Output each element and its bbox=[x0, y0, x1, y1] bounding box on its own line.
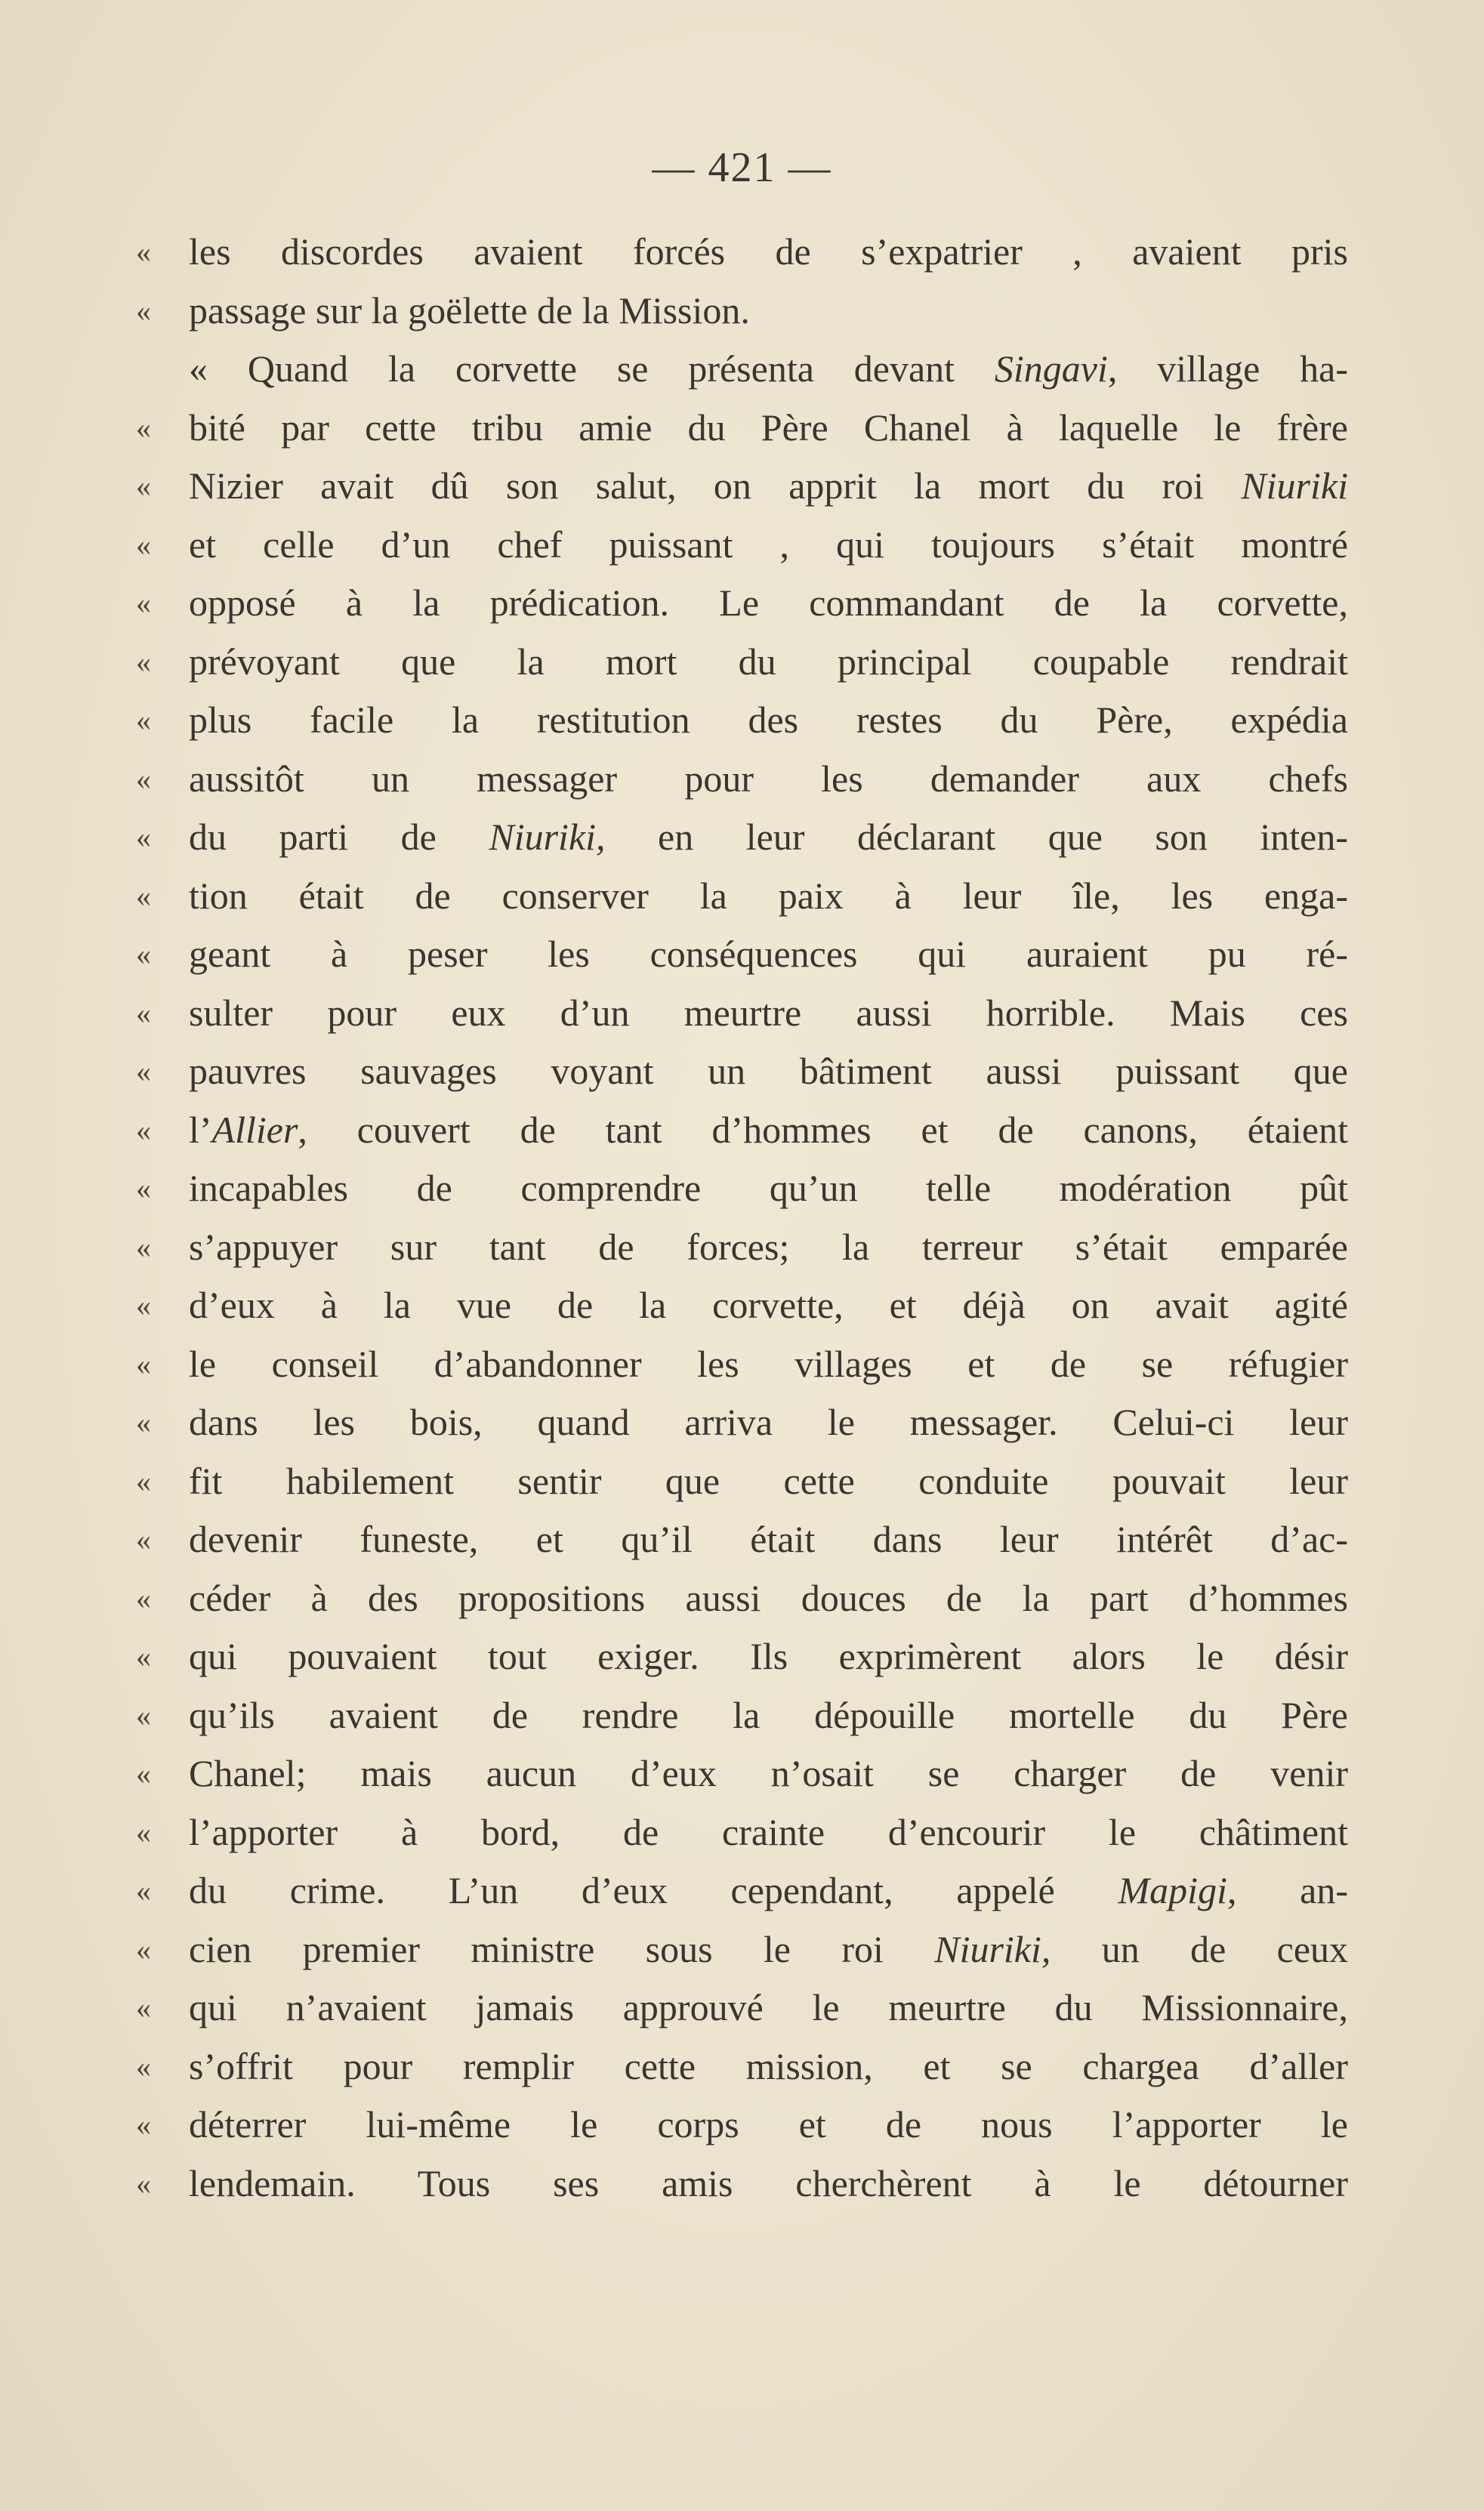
text-line bbox=[136, 2037, 1348, 2096]
line-text bbox=[189, 1159, 1348, 1218]
text-run: opposé à la prédication. Le commandant de la corvette, bbox=[189, 581, 1348, 624]
text-line bbox=[136, 691, 1348, 750]
quote-mark: « bbox=[136, 1054, 151, 1088]
line-text bbox=[189, 1920, 1348, 1979]
text-run: , an- bbox=[1226, 1869, 1348, 1911]
quote-mark: « bbox=[136, 293, 151, 328]
text-line bbox=[136, 1803, 1348, 1862]
text-run: devenir funeste, et qu’il était dans leur intérêt d’ac- bbox=[189, 1518, 1348, 1560]
text-run: pauvres sauvages voyant un bâtiment aussi puissant que bbox=[189, 1050, 1348, 1092]
line-text bbox=[189, 340, 1348, 399]
page-number: — 421 — bbox=[652, 144, 832, 191]
text-line bbox=[136, 984, 1348, 1043]
text-run: lendemain. Tous ses amis cherchèrent à le détourner bbox=[189, 2161, 1348, 2204]
quote-mark: « bbox=[136, 1874, 151, 1908]
italic-name: Allier bbox=[211, 1108, 298, 1151]
line-text bbox=[189, 1393, 1348, 1452]
line-text bbox=[189, 984, 1348, 1043]
line-text bbox=[189, 1276, 1348, 1335]
text-line bbox=[136, 750, 1348, 809]
quote-mark: « bbox=[136, 1288, 151, 1322]
quote-mark: « bbox=[136, 761, 151, 796]
line-text bbox=[189, 633, 1348, 692]
text-line bbox=[136, 1101, 1348, 1160]
text-line bbox=[136, 516, 1348, 575]
quote-mark: « bbox=[136, 1757, 151, 1791]
quote-mark: « bbox=[136, 527, 151, 562]
quote-mark: « bbox=[136, 1932, 151, 1967]
text-line bbox=[136, 1920, 1349, 1979]
quote-mark: « bbox=[136, 703, 151, 737]
line-text bbox=[189, 1335, 1348, 1394]
text-run: prévoyant que la mort du principal coupable rendrait bbox=[189, 640, 1348, 683]
line-text bbox=[189, 1627, 1348, 1686]
text-line bbox=[136, 574, 1348, 633]
text-line bbox=[136, 1510, 1348, 1569]
quote-mark: « bbox=[136, 586, 151, 620]
text-line bbox=[136, 1393, 1348, 1452]
text-run: du parti de bbox=[189, 816, 489, 858]
text-line bbox=[136, 399, 1348, 458]
quote-mark: « bbox=[136, 1171, 151, 1205]
line-text bbox=[189, 2155, 1348, 2213]
quote-mark: « bbox=[136, 1464, 151, 1498]
text-run: Nizier avait dû son salut, on apprit la mort du roi bbox=[189, 464, 1242, 507]
text-line bbox=[136, 1627, 1348, 1686]
text-run: déterrer lui-même le corps et de nous l’apporter le bbox=[189, 2103, 1348, 2145]
quote-mark: « bbox=[136, 1815, 151, 1849]
text-run: et celle d’un chef puissant , qui toujours s’était montré bbox=[189, 523, 1348, 566]
line-text bbox=[189, 282, 1348, 341]
text-run: les discordes avaient forcés de s’expatrier , avaient pris bbox=[189, 230, 1348, 273]
text-run: plus facile la restitution des restes du Père, expédia bbox=[189, 699, 1348, 741]
line-text bbox=[189, 223, 1348, 282]
quote-mark: « bbox=[136, 644, 151, 679]
text-run: geant à peser les conséquences qui auraient pu ré- bbox=[189, 933, 1348, 975]
text-line bbox=[136, 1569, 1348, 1628]
line-text bbox=[189, 1686, 1348, 1745]
text-line bbox=[136, 2155, 1348, 2213]
text-line bbox=[136, 1335, 1348, 1394]
text-line bbox=[136, 1042, 1348, 1101]
text-line bbox=[136, 867, 1348, 926]
line-text bbox=[189, 1979, 1348, 2037]
text-run: qu’ils avaient de rendre la dépouille mortelle du Père bbox=[189, 1693, 1348, 1736]
text-run: s’appuyer sur tant de forces; la terreur s’était emparée bbox=[189, 1225, 1348, 1268]
line-text bbox=[189, 691, 1348, 750]
text-run: tion était de conserver la paix à leur île, les enga- bbox=[189, 874, 1348, 917]
text-run: Chanel; mais aucun d’eux n’osait se charger de venir bbox=[189, 1752, 1348, 1794]
text-run: l’apporter à bord, de crainte d’encourir le châtiment bbox=[189, 1810, 1348, 1853]
italic-name: Niuriki, bbox=[489, 816, 606, 858]
line-text bbox=[189, 516, 1348, 575]
quote-mark: « bbox=[136, 1347, 151, 1381]
line-text bbox=[189, 2037, 1348, 2096]
text-line bbox=[136, 457, 1348, 516]
text-block bbox=[136, 223, 1349, 2213]
text-run: fit habilement sentir que cette conduite pouvait leur bbox=[189, 1459, 1348, 1502]
line-text bbox=[189, 2096, 1348, 2155]
quote-mark: « bbox=[136, 2166, 151, 2201]
quote-mark: « bbox=[136, 1991, 151, 2025]
text-run: qui pouvaient tout exiger. Ils exprimèrent alors le désir bbox=[189, 1635, 1348, 1677]
line-text bbox=[189, 750, 1348, 809]
text-line bbox=[136, 925, 1348, 984]
text-run: , village ha- bbox=[1107, 347, 1348, 390]
text-line bbox=[136, 1862, 1348, 1920]
line-text bbox=[189, 1101, 1348, 1160]
line-text bbox=[189, 399, 1348, 458]
line-text bbox=[189, 867, 1348, 926]
quote-mark: « bbox=[136, 1112, 151, 1147]
line-text bbox=[189, 1569, 1348, 1628]
line-text bbox=[189, 1218, 1348, 1277]
quote-mark: « bbox=[136, 235, 151, 269]
text-run: aussitôt un messager pour les demander aux chefs bbox=[189, 757, 1348, 800]
line-text bbox=[189, 574, 1348, 633]
text-line bbox=[136, 340, 1348, 399]
text-run: s’offrit pour remplir cette mission, et se chargea d’aller bbox=[189, 2044, 1348, 2087]
text-run: en leur déclarant que son inten- bbox=[605, 816, 1349, 858]
line-text bbox=[189, 1862, 1348, 1920]
quote-mark: « bbox=[136, 995, 151, 1030]
quote-mark: « bbox=[136, 1405, 151, 1439]
quote-mark: « bbox=[136, 1581, 151, 1615]
line-text bbox=[189, 1510, 1348, 1569]
text-line bbox=[136, 223, 1348, 282]
text-line bbox=[136, 1218, 1348, 1277]
quote-mark: « bbox=[136, 1229, 151, 1264]
text-run: cien premier ministre sous le roi bbox=[189, 1927, 935, 1970]
line-text bbox=[189, 1803, 1348, 1862]
text-line bbox=[136, 282, 1223, 341]
line-text bbox=[189, 1042, 1348, 1101]
text-line bbox=[136, 1452, 1348, 1511]
quote-mark: « bbox=[136, 1522, 151, 1556]
text-run: l’ bbox=[189, 1108, 212, 1151]
italic-name: Singavi bbox=[994, 347, 1108, 390]
text-run: « Quand la corvette se présenta devant bbox=[189, 347, 995, 390]
text-run: du crime. L’un d’eux cependant, appelé bbox=[189, 1869, 1118, 1911]
text-run: bité par cette tribu amie du Père Chanel à laquelle le frère bbox=[189, 406, 1348, 449]
text-run: un de ceux bbox=[1051, 1927, 1349, 1970]
quote-mark: « bbox=[136, 878, 151, 913]
text-line bbox=[136, 1979, 1348, 2037]
line-text bbox=[189, 808, 1348, 867]
text-run: passage sur la goëlette de la Mission. bbox=[189, 288, 750, 332]
quote-mark: « bbox=[136, 1698, 151, 1732]
text-line bbox=[136, 1276, 1348, 1335]
text-run: dans les bois, quand arriva le messager. Celui-ci leur bbox=[189, 1401, 1348, 1443]
italic-name: Mapigi bbox=[1118, 1869, 1227, 1911]
line-text bbox=[189, 457, 1348, 516]
line-text bbox=[189, 1452, 1348, 1511]
quote-mark: « bbox=[136, 937, 151, 971]
text-line bbox=[136, 1159, 1348, 1218]
quote-mark: « bbox=[136, 820, 151, 854]
text-run: le conseil d’abandonner les villages et de se réfugier bbox=[189, 1342, 1348, 1385]
quote-mark: « bbox=[136, 1640, 151, 1673]
text-line bbox=[136, 1686, 1348, 1745]
text-run: qui n’avaient jamais approuvé le meurtre du Missionnaire, bbox=[189, 1986, 1348, 2028]
text-run: incapables de comprendre qu’un telle modération pût bbox=[189, 1167, 1348, 1209]
text-run: céder à des propositions aussi douces de la part d’hommes bbox=[189, 1576, 1348, 1619]
italic-name: Niuriki bbox=[1241, 464, 1348, 507]
text-run: d’eux à la vue de la corvette, et déjà on avait agité bbox=[189, 1284, 1348, 1326]
quote-mark: « bbox=[136, 2049, 151, 2084]
text-line bbox=[136, 2096, 1348, 2155]
text-run: sulter pour eux d’un meurtre aussi horrible. Mais ces bbox=[189, 991, 1348, 1034]
text-line bbox=[136, 808, 1349, 867]
text-line bbox=[136, 633, 1348, 692]
line-text bbox=[189, 925, 1348, 984]
text-run: , couvert de tant d’hommes et de canons, étaient bbox=[298, 1108, 1348, 1151]
quote-mark: « bbox=[136, 469, 151, 503]
quote-mark: « bbox=[136, 410, 151, 445]
line-text bbox=[189, 1744, 1348, 1803]
italic-name: Niuriki, bbox=[934, 1927, 1051, 1970]
text-line bbox=[136, 1744, 1348, 1803]
quote-mark: « bbox=[136, 2108, 151, 2142]
